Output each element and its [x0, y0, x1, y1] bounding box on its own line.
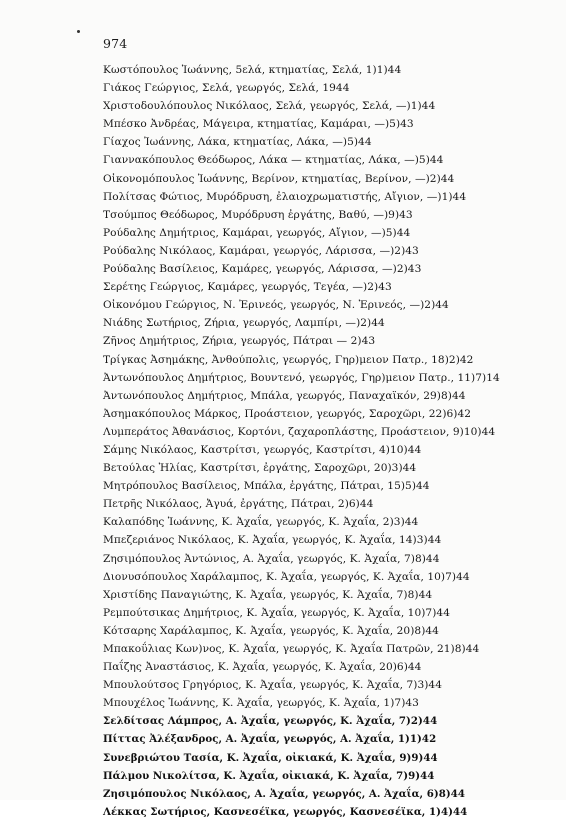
entry-line: Σερέτης Γεώργιος, Καμάρες, γεωργός, Τεγέα, —)2)43: [103, 281, 392, 294]
entry-line: Πολίτσας Φώτιος, Μυρόδρυση, ἐλαιοχρωματιστής, Αἴγιον, —)1)44: [103, 190, 467, 203]
entry-line: Οἰκονομόπουλος Ἰωάννης, Βερίνον, κτηματίας, Βερίνον, —)2)44: [103, 172, 455, 185]
entry-line: Ζῆνος Δημήτριος, Ζήρια, γεωργός, Πάτραι — 2)43: [103, 335, 376, 348]
entry-line: Μπουχέλος Ἰωάννης, Κ. Ἀχαΐα, γεωργός, Κ. Ἀχαΐα, 1)7)43: [103, 697, 419, 710]
entry-line: Μπακοΰλιας Κων)νος, Κ. Ἀχαΐα, γεωργός, Κ. Ἀχαΐα Πατρῶν, 21)8)44: [103, 643, 480, 655]
entry-line: Γιάκος Γεώργιος, Σελά, γεωργός, Σελά, 1944: [103, 82, 350, 95]
entry-line: Ἀσημακόπουλος Μάρκος, Προάστειον, γεωργός, Σαροχῶρι, 22)6)42: [103, 407, 472, 420]
entry-line: Κότσαρης Χαράλαμπος, Κ. Ἀχαΐα, γεωργός, Κ. Ἀχαΐα, 20)8)44: [103, 624, 439, 637]
entry-line: Πετρῆς Νικόλαος, Ἀγυά, ἐργάτης, Πάτραι, 2)6)44: [103, 498, 374, 511]
entry-line: Βετούλας Ἠλίας, Καστρίτσι, ἐργάτης, Σαροχῶρι, 20)3)44: [103, 462, 417, 475]
entry-line: Μπουλούτσος Γρηγόριος, Κ. Ἀχαΐα, γεωργός, Κ. Ἀχαΐα, 7)3)44: [103, 679, 443, 692]
entry-line: Ρούδαλης Δημήτριος, Καμάραι, γεωργός, Αἴγιον, —)5)44: [103, 226, 411, 239]
entry-line: Νιάδης Σωτήριος, Ζήρια, γεωργός, Λαμπίρι, —)2)44: [103, 317, 385, 330]
entry-line: Πάλμου Νικολίτσα, Κ. Ἀχαΐα, οἰκιακά, Κ. Ἀχαΐα, 7)9)44: [103, 769, 435, 782]
entry-line: Λέκκας Σωτήριος, Κασνεσέϊκα, γεωργός, Κασνεσέϊκα, 1)4)44: [103, 805, 468, 818]
entry-line: Τρίγκας Ἀσημάκης, Ἀνθούπολις, γεωργός, Γηρ)μειον Πατρ., 18)2)42: [103, 353, 474, 366]
entry-line: Πίττας Ἀλέξανδρος, Α. Ἀχαΐα, γεωργός, Α. Ἀχαΐα, 1)1)42: [103, 733, 437, 746]
entry-line: Σελδίτσας Λάμπρος, Α. Ἀχαΐα, γεωργός, Κ. Ἀχαΐα, 7)2)44: [103, 715, 438, 728]
entry-line: Παΐζης Ἀναστάσιος, Κ. Ἀχαΐα, γεωργός, Κ. Ἀχαΐα, 20)6)44: [103, 661, 422, 674]
entry-line: Χριστίδης Παναγιώτης, Κ. Ἀχαΐα, γεωργός, Κ. Ἀχαΐα, 7)8)44: [103, 588, 433, 601]
entry-line: Ζησιμόπουλος Ἀντώνιος, Α. Ἀχαΐα, γεωργός, Κ. Ἀχαΐα, 7)8)44: [103, 552, 440, 565]
entry-line: Μπεζεριάνος Νικόλαος, Κ. Ἀχαΐα, γεωργός, Κ. Ἀχαΐα, 14)3)44: [103, 534, 442, 547]
entry-line: Λυμπεράτος Ἀθανάσιος, Κορτόνι, ζαχαροπλάστης, Προάστειον, 9)10)44: [103, 425, 496, 438]
entry-line: Κωστόπουλος Ἰωάννης, 5ελά, κτηματίας, Σελά, 1)1)44: [103, 64, 402, 76]
entry-line: Ἀντωνόπουλος Δημήτριος, Μπάλα, γεωργός, Παναχαϊκόν, 29)8)44: [103, 389, 466, 402]
entry-line: Μητρόπουλος Βασίλειος, Μπάλα, ἐργάτης, Πάτραι, 15)5)44: [103, 480, 430, 493]
entry-line: Ρούδαλης Νικόλαος, Καμάραι, γεωργός, Λάρισσα, —)2)43: [103, 244, 419, 257]
entry-line: Γιαννακόπουλος Θεόδωρος, Λάκα — κτηματίας, Λάκα, —)5)44: [103, 154, 444, 167]
entry-line: Γίαχος Ἰωάννης, Λάκα, κτηματίας, Λάκα, —)5)44: [103, 136, 372, 149]
entry-line: Ζησιμόπουλος Νικόλαος, Α. Ἀχαΐα, γεωργός, Α. Ἀχαΐα, 6)8)44: [103, 787, 466, 800]
entry-list: [103, 61, 543, 821]
entry-line: Ρούδαλης Βασίλειος, Καμάρες, γεωργός, Λάρισσα, —)2)43: [103, 263, 422, 276]
entry-line: Τσούμπος Θεόδωρος, Μυρόδρυση ἐργάτης, Βαθύ, —)9)43: [103, 208, 413, 221]
entry-line: Ρεμπούτσικας Δημήτριος, Κ. Ἀχαΐα, γεωργός, Κ. Ἀχαΐα, 10)7)44: [103, 606, 450, 619]
entry-line: Οἰκονόμου Γεώργιος, Ν. Ἐρινεός, γεωργός, Ν. Ἐρινεός, —)2)44: [103, 299, 449, 312]
entry-line: Καλαπόδης Ἰωάννης, Κ. Ἀχαΐα, γεωργός, Κ. Ἀχαΐα, 2)3)44: [103, 516, 419, 529]
entry-line: Συνεβριώτου Τασία, Κ. Ἀχαΐα, οἰκιακά, Κ. Ἀχαΐα, 9)9)44: [103, 751, 438, 764]
entry-line: Σάμης Νικόλαος, Καστρίτσι, γεωργός, Καστρίτσι, 4)10)44: [103, 443, 422, 456]
entry-line: Μπέσκο Ἀνδρέας, Μάγειρα, κτηματίας, Καμάραι, —)5)43: [103, 118, 414, 131]
scan-speck: [77, 30, 80, 33]
page-number: 974: [103, 36, 128, 51]
entry-line: Χριστοδουλόπουλος Νικόλαος, Σελά, γεωργός, Σελά, —)1)44: [103, 100, 436, 113]
entry-line: Ἀντωνόπουλος Δημήτριος, Βουντενό, γεωργός, Γηρ)μειον Πατρ., 11)7)14: [103, 371, 500, 384]
entry-line: Διονυσόπουλος Χαράλαμπος, Κ. Ἀχαΐα, γεωργός, Κ. Ἀχαΐα, 10)7)44: [103, 570, 470, 583]
